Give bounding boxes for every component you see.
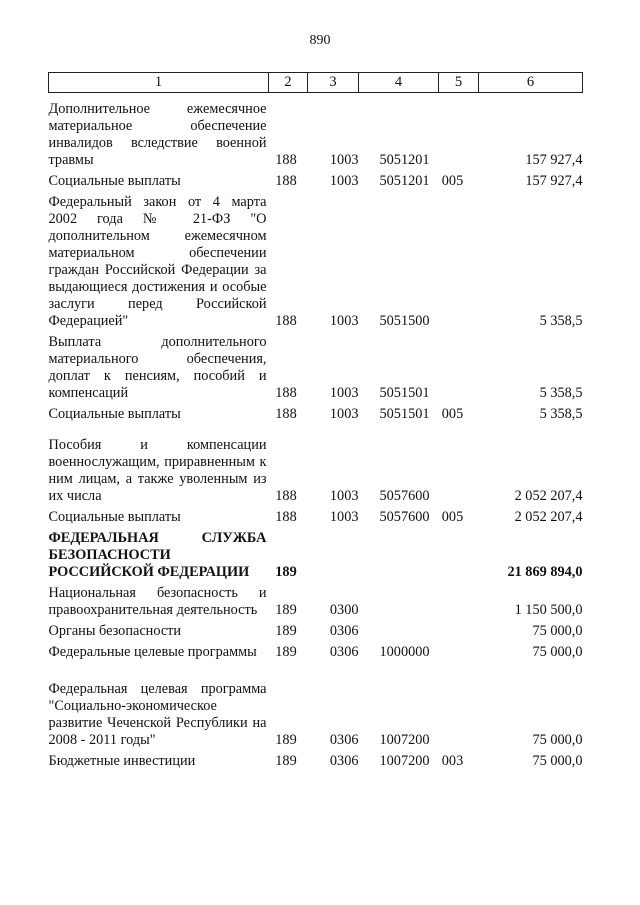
cell-c6: 1 150 500,0 <box>514 602 583 618</box>
row-label: Социальные выплаты <box>48 509 181 525</box>
cell-c2: 188 <box>275 488 297 504</box>
cell-c2: 189 <box>275 732 297 748</box>
cell-c4: 1007200 <box>379 753 430 769</box>
cell-c5 <box>439 661 479 749</box>
cell-c3: 0306 <box>329 623 359 639</box>
cell-c4 <box>359 619 439 640</box>
cell-c4: 5051501 <box>379 406 430 422</box>
cell-c5 <box>439 190 479 330</box>
cell-c2: 189 <box>275 644 297 660</box>
cell-c4: 1000000 <box>379 644 430 660</box>
header-cell: 6 <box>479 73 583 93</box>
row-label: Федеральные целевые программы <box>48 644 257 660</box>
cell-c6: 75 000,0 <box>532 732 583 748</box>
cell-c6: 157 927,4 <box>525 152 583 168</box>
table-row <box>49 423 583 505</box>
row-label: Пособия и компенсации военнослужащим, приравненным к ним лицам, а также уволенным из их числа <box>48 437 267 504</box>
cell-c5 <box>439 581 479 619</box>
cell-c3: 1003 <box>329 488 359 504</box>
cell-c6: 75 000,0 <box>532 644 583 660</box>
cell-c6: 2 052 207,4 <box>514 488 583 504</box>
cell-c4 <box>359 581 439 619</box>
cell-c5: 003 <box>441 753 464 769</box>
header-cell: 5 <box>439 73 479 93</box>
cell-c3: 0306 <box>329 732 359 748</box>
cell-c3: 1003 <box>329 152 359 168</box>
cell-c4 <box>359 526 439 581</box>
cell-c6: 5 358,5 <box>539 406 583 422</box>
cell-c6: 2 052 207,4 <box>514 509 583 525</box>
table-row <box>49 93 583 170</box>
cell-c2: 188 <box>275 406 297 422</box>
table-row <box>49 661 583 749</box>
table-row <box>49 169 583 190</box>
cell-c2: 188 <box>275 152 297 168</box>
table-row <box>49 581 583 619</box>
table-row <box>49 402 583 423</box>
cell-c3: 1003 <box>329 406 359 422</box>
cell-c2: 188 <box>275 385 297 401</box>
cell-c5 <box>439 330 479 402</box>
cell-c5: 005 <box>441 173 464 189</box>
row-label: Бюджетные инвестиции <box>48 753 196 769</box>
row-label: Национальная безопасность и правоохранительная деятельность <box>48 585 267 618</box>
cell-c3: 1003 <box>329 173 359 189</box>
cell-c4: 5057600 <box>379 509 430 525</box>
cell-c4: 5051201 <box>379 173 430 189</box>
cell-c5 <box>439 93 479 170</box>
cell-c5 <box>439 619 479 640</box>
cell-c4: 5051500 <box>379 313 430 329</box>
table-row <box>49 505 583 526</box>
header-cell: 3 <box>308 73 359 93</box>
row-label: Федеральный закон от 4 марта 2002 года № 21-ФЗ "О дополнительном ежемесячном материальном обеспечении граждан Российской Федерации за выдающиеся достижения и особые заслуги перед Российской Федерацией" <box>48 194 267 329</box>
row-label: Дополнительное ежемесячное материальное обеспечение инвалидов вследствие военной травмы <box>48 101 267 168</box>
cell-c3: 1003 <box>329 313 359 329</box>
cell-c6: 75 000,0 <box>532 623 583 639</box>
cell-c3: 0306 <box>329 753 359 769</box>
row-label: Социальные выплаты <box>48 406 181 422</box>
cell-c4: 5051201 <box>379 152 430 168</box>
cell-c3 <box>308 526 359 581</box>
page-number: 890 <box>309 33 331 48</box>
table-row <box>49 330 583 402</box>
header-row <box>49 73 583 93</box>
cell-c6: 5 358,5 <box>539 313 583 329</box>
cell-c2: 188 <box>275 313 297 329</box>
cell-c6: 21 869 894,0 <box>507 564 583 580</box>
budget-table <box>48 72 583 770</box>
cell-c5: 005 <box>441 406 464 422</box>
table-row <box>49 640 583 661</box>
cell-c5 <box>439 526 479 581</box>
cell-c4: 5051501 <box>379 385 430 401</box>
cell-c2: 189 <box>275 753 297 769</box>
cell-c6: 75 000,0 <box>532 753 583 769</box>
cell-c6: 157 927,4 <box>525 173 583 189</box>
cell-c2: 189 <box>275 602 297 618</box>
cell-c5: 005 <box>441 509 464 525</box>
cell-c2: 189 <box>275 623 297 639</box>
header-cell: 2 <box>269 73 308 93</box>
row-label: Выплата дополнительного материального обеспечения, доплат к пенсиям, пособий и компенсаций <box>48 334 267 401</box>
row-label: ФЕДЕРАЛЬНАЯ СЛУЖБА БЕЗОПАСНОСТИ РОССИЙСКОЙ ФЕДЕРАЦИИ <box>48 530 267 580</box>
header-cell: 1 <box>49 73 269 93</box>
cell-c2: 189 <box>275 564 297 580</box>
cell-c4: 5057600 <box>379 488 430 504</box>
row-label: Органы безопасности <box>48 623 182 639</box>
cell-c3: 1003 <box>329 385 359 401</box>
cell-c5 <box>439 640 479 661</box>
cell-c3: 0306 <box>329 644 359 660</box>
table-row <box>49 749 583 770</box>
table-row <box>49 190 583 330</box>
cell-c5 <box>439 423 479 505</box>
row-label: Социальные выплаты <box>48 173 181 189</box>
cell-c3: 0300 <box>329 602 359 618</box>
table-row <box>49 619 583 640</box>
row-label: Федеральная целевая программа "Социально-экономическое развитие Чеченской Республики на 2008 - 2011 годы" <box>48 681 267 748</box>
cell-c6: 5 358,5 <box>539 385 583 401</box>
cell-c3: 1003 <box>329 509 359 525</box>
header-cell: 4 <box>359 73 439 93</box>
cell-c2: 188 <box>275 509 297 525</box>
table-row <box>49 526 583 581</box>
cell-c4: 1007200 <box>379 732 430 748</box>
cell-c2: 188 <box>275 173 297 189</box>
